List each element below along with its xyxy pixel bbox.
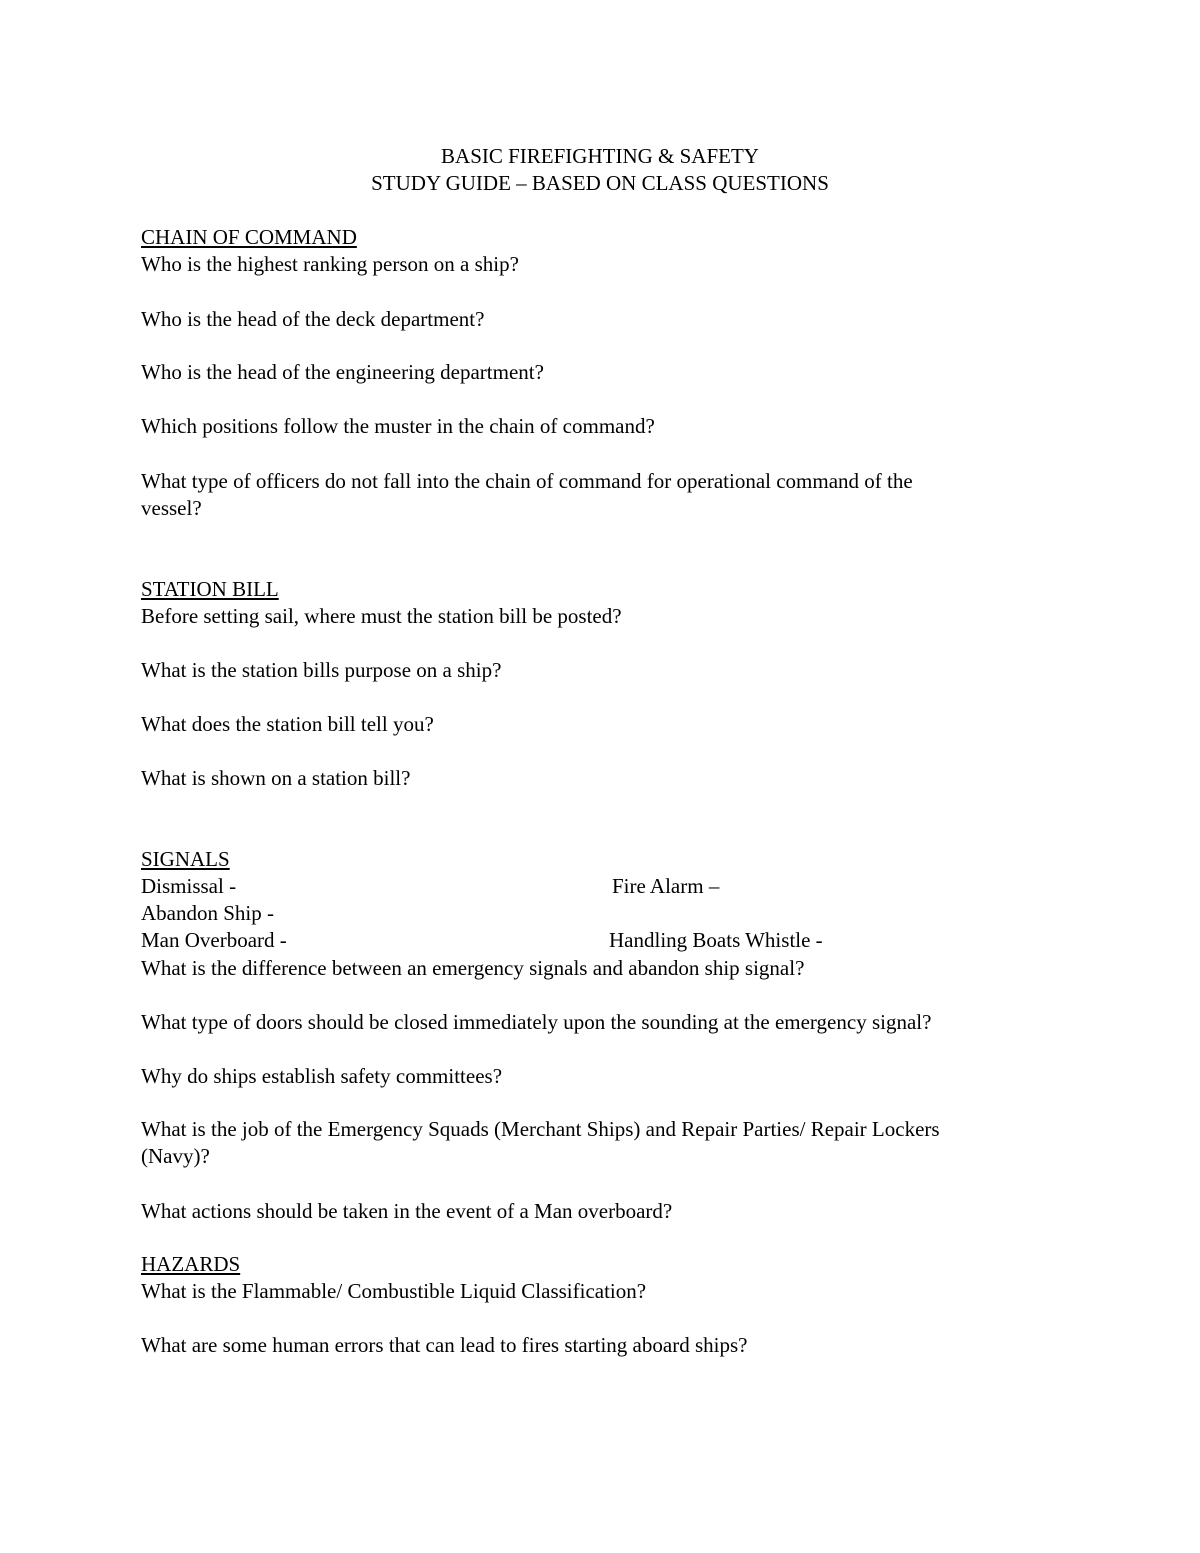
section-heading-chain-of-command: CHAIN OF COMMAND (141, 225, 357, 249)
section-heading-signals: SIGNALS (141, 847, 230, 871)
question-signal-difference: What is the difference between an emergency signals and abandon ship signal? (141, 956, 805, 980)
question-officers-line1: What type of officers do not fall into the chain of command for operational command of the (141, 469, 913, 493)
signal-dismissal: Dismissal - (141, 874, 237, 898)
question-deck-head: Who is the head of the deck department? (141, 307, 485, 331)
question-station-bill-shown: What is shown on a station bill? (141, 766, 411, 790)
signal-man-overboard: Man Overboard - (141, 928, 287, 952)
signal-handling-boats: Handling Boats Whistle - (609, 928, 823, 952)
question-human-errors: What are some human errors that can lead to fires starting aboard ships? (141, 1333, 748, 1357)
question-highest-ranking: Who is the highest ranking person on a ship? (141, 252, 519, 276)
question-station-bill-tell: What does the station bill tell you? (141, 712, 434, 736)
question-engineering-head: Who is the head of the engineering department? (141, 360, 544, 384)
question-muster-positions: Which positions follow the muster in the chain of command? (141, 414, 655, 438)
question-station-bill-purpose: What is the station bills purpose on a ship? (141, 658, 502, 682)
section-heading-hazards: HAZARDS (141, 1252, 241, 1276)
signal-fire-alarm: Fire Alarm – (612, 874, 720, 898)
document-title: BASIC FIREFIGHTING & SAFETY (441, 144, 759, 168)
question-man-overboard-actions: What actions should be taken in the event of a Man overboard? (141, 1199, 673, 1223)
question-doors-closed: What type of doors should be closed immediately upon the sounding at the emergency signal? (141, 1010, 932, 1034)
question-liquid-classification: What is the Flammable/ Combustible Liquid Classification? (141, 1279, 647, 1303)
question-emergency-squads-line1: What is the job of the Emergency Squads (Merchant Ships) and Repair Parties/ Repair Lockers (141, 1117, 940, 1141)
question-emergency-squads-line2: (Navy)? (141, 1144, 210, 1168)
signal-abandon-ship: Abandon Ship - (141, 901, 274, 925)
section-heading-station-bill: STATION BILL (141, 577, 279, 601)
document-subtitle: STUDY GUIDE – BASED ON CLASS QUESTIONS (371, 171, 829, 195)
question-safety-committees: Why do ships establish safety committees? (141, 1064, 503, 1088)
question-station-bill-posted: Before setting sail, where must the station bill be posted? (141, 604, 622, 628)
question-officers-line2: vessel? (141, 496, 202, 520)
